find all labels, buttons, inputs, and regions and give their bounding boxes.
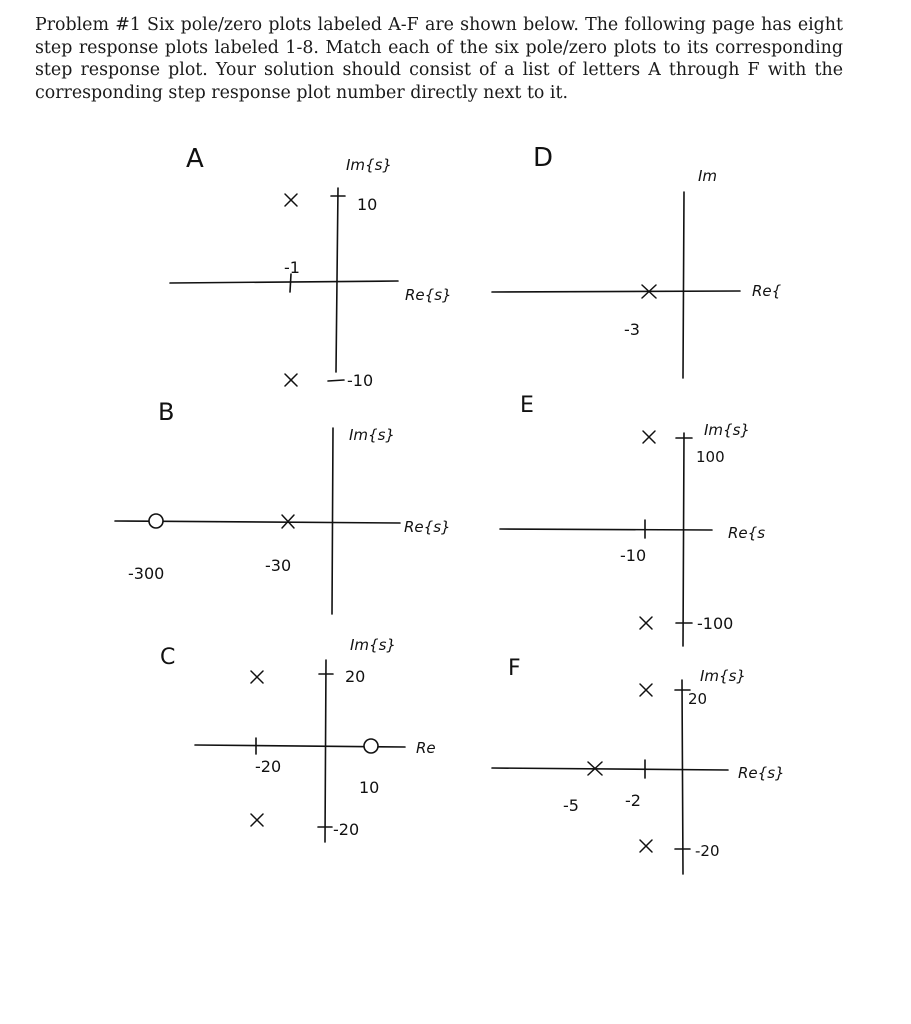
plot-a-im-axis-label: Im{s} [346, 156, 392, 174]
plot-e-tick-top-label: 100 [696, 448, 725, 466]
plot-f-tick-bottom-label: -20 [695, 842, 720, 860]
plot-a-pole-upper [285, 194, 297, 206]
plot-c-tick-bottom-label: -20 [333, 820, 360, 839]
plot-e-label: E [520, 393, 534, 418]
plot-c-re-axis-label: Re [416, 739, 436, 757]
plot-e-imaginary-axis [683, 433, 684, 646]
plot-f-im-axis-label: Im{s} [700, 667, 746, 685]
plot-c-zero [364, 739, 378, 753]
plot-c-label: C [160, 645, 176, 670]
plot-f-tick-top-label: 20 [688, 690, 708, 708]
plot-b [115, 398, 451, 614]
plot-e-pole-upper [643, 431, 655, 443]
plot-a-imaginary-axis [336, 188, 338, 372]
plot-e-real-axis [500, 529, 712, 530]
plot-a-tick-top-label: 10 [357, 195, 378, 214]
plot-b-im-axis-label: Im{s} [349, 426, 395, 444]
plot-d-pole-label: -3 [624, 320, 640, 339]
problem-statement: Problem #1 Six pole/zero plots labeled A-F are shown below. The following page has eight step response plots labeled 1-8. Match each of the six pole/zero plots to its corresponding step response plot. Your solution should consist of a list of letters A through F with the corresponding step response plot number directly next to it. [35, 15, 843, 103]
plot-b-label: B [158, 398, 175, 426]
plot-e-im-axis-label: Im{s} [704, 421, 750, 439]
plot-c-tick-left-label: -20 [255, 757, 282, 776]
plot-f-imaginary-axis [682, 680, 683, 874]
plot-f-pole-lower [640, 840, 652, 852]
plot-e [500, 393, 765, 646]
plot-f [492, 656, 785, 874]
plot-e-pole-lower [640, 617, 652, 629]
plot-c-zero-label: 10 [359, 778, 380, 797]
plot-b-imaginary-axis [332, 428, 333, 614]
plot-d-re-axis-label: Re{ [752, 282, 782, 300]
plot-c-pole-lower [251, 814, 263, 826]
plot-b-zero [149, 514, 163, 528]
plot-d-imaginary-axis [683, 192, 684, 378]
plot-c-pole-upper [251, 671, 263, 683]
plot-c-imaginary-axis [325, 660, 326, 842]
plot-f-re-axis-label: Re{s} [738, 764, 785, 782]
plot-a-real-axis [170, 281, 398, 283]
plot-c-tick-top-label: 20 [345, 667, 366, 686]
plot-f-pole-upper [640, 684, 652, 696]
plot-a-tick-bottom-label: -10 [347, 371, 374, 390]
plot-c [160, 636, 436, 842]
plot-a [170, 144, 452, 390]
plot-f-pole-label: -5 [563, 796, 579, 815]
plot-a-tick-left-label: -1 [284, 258, 300, 277]
plot-e-tick-left-label: -10 [620, 546, 647, 565]
plot-c-im-axis-label: Im{s} [350, 636, 396, 654]
plot-e-tick-bottom-label: -100 [697, 614, 734, 633]
plot-d-im-axis-label: Im [698, 167, 718, 185]
plot-b-re-axis-label: Re{s} [404, 518, 451, 536]
plot-f-real-axis [492, 768, 728, 770]
plot-f-tick-left-label: -2 [625, 791, 641, 810]
plot-f-label: F [508, 656, 521, 681]
plot-a-re-axis-label: Re{s} [405, 286, 452, 304]
plot-a-pole-lower [285, 374, 297, 386]
plot-b-pole-label: -30 [265, 556, 292, 575]
plot-a-label: A [186, 144, 204, 174]
plot-a-tick-bottom [328, 380, 344, 381]
plot-d [492, 143, 782, 378]
plot-d-label: D [533, 143, 554, 173]
plot-e-re-axis-label: Re{s [728, 524, 766, 542]
plot-b-zero-label: -300 [128, 564, 165, 583]
plot-d-real-axis [492, 291, 740, 292]
